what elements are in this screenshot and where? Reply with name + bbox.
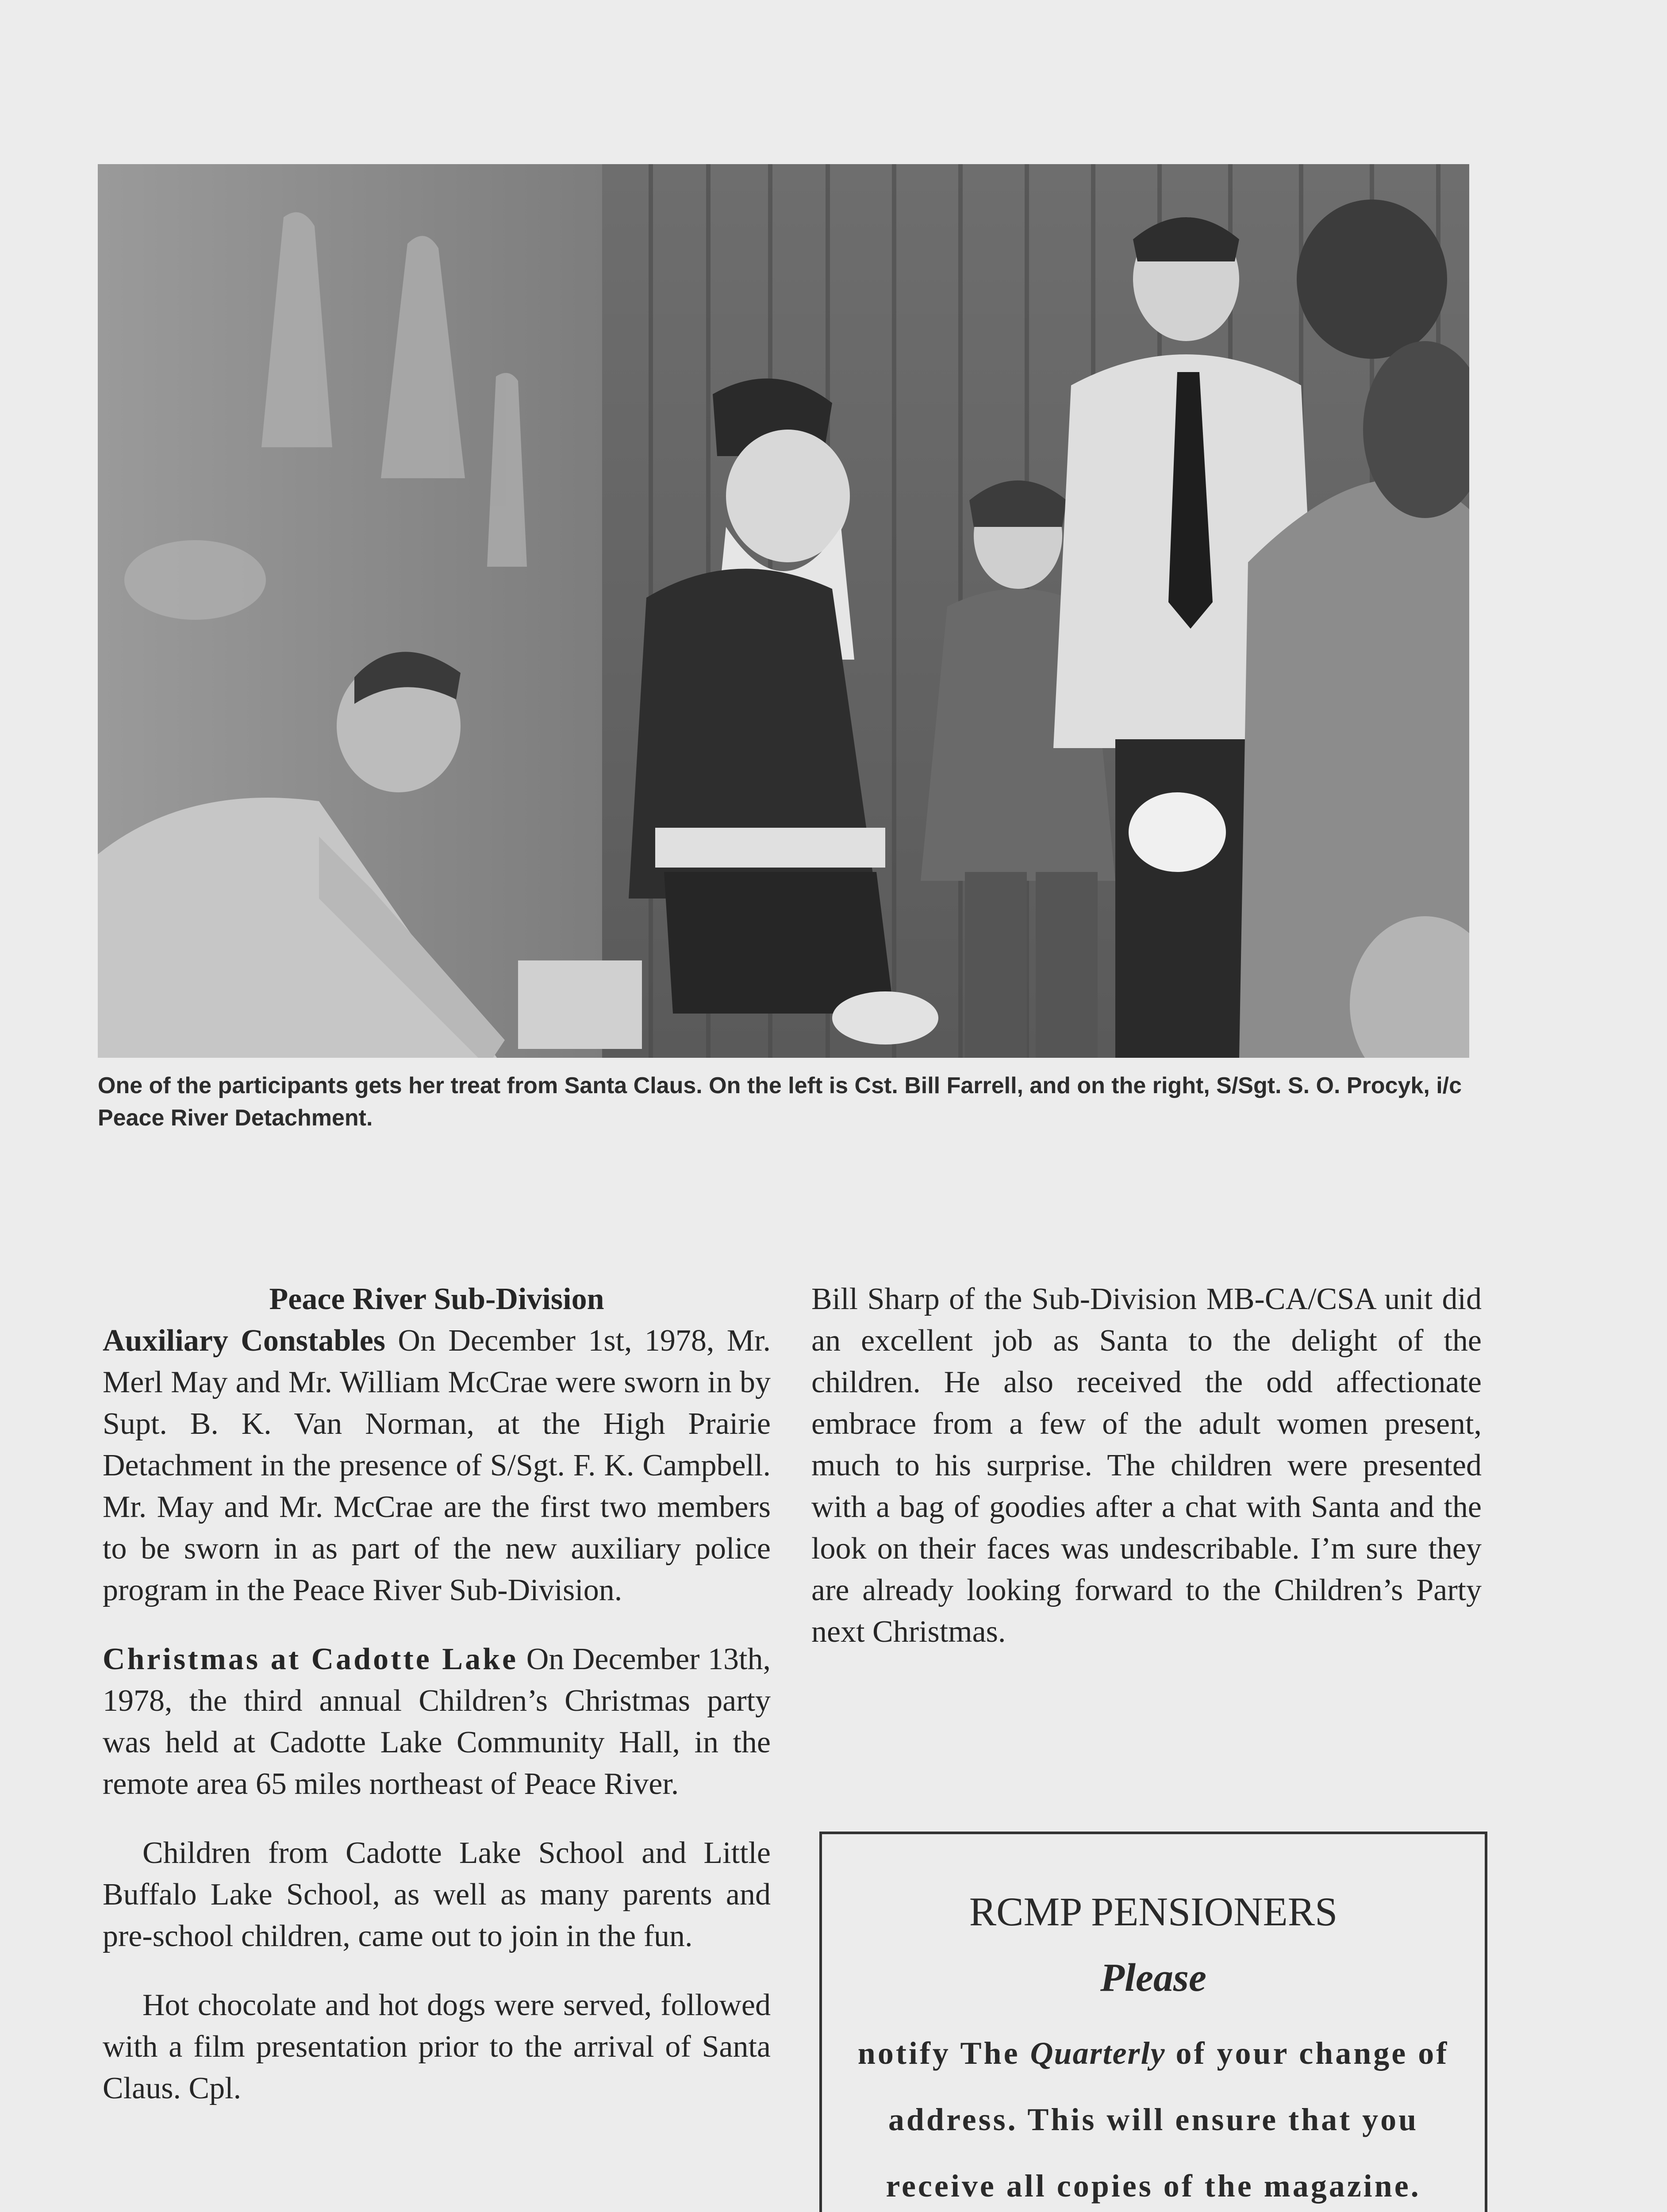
section-title: Peace River Sub-Division [269, 1282, 604, 1316]
left-column [103, 1279, 771, 2137]
paragraph-text: On December 13th, 1978, the third annual Children’s Christmas party was held at Cadotte Lake Community Hall, in the remote area 65 miles northeast of Peace River. [103, 1642, 771, 1801]
paragraph-children: Children from Cadotte Lake School and Little Buffalo Lake School, as well as many parents and pre-school children, came out to join in the fun. [103, 1836, 771, 1953]
paragraph-hot-chocolate: Hot chocolate and hot dogs were served, followed with a film presentation prior to the arrival of Santa Claus. Cpl. [103, 1988, 771, 2105]
santa-photo [98, 164, 1469, 1058]
notice-body [849, 2020, 1458, 2212]
pensioners-notice [819, 1832, 1487, 2212]
photo-illustration [98, 164, 1469, 1058]
notice-text: of your change of address. This will ensure that you receive all copies of the magazine. [886, 2035, 1449, 2204]
paragraph-text: On December 1st, 1978, Mr. Merl May and Mr. William McCrae were sworn in by Supt. B. K. Van Norman, at the High Prairie Detachment in the presence of S/Sgt. F. K. Campbell. Mr. May and Mr. McCrae are the first two members to be sworn in as part of the new auxiliary police program in the Peace River Sub-Division. [103, 1324, 771, 1607]
paragraph-christmas-cadotte [103, 1639, 771, 1805]
notice-text: notify The [857, 2035, 1030, 2071]
paragraph-santa-continued: Bill Sharp of the Sub-Division MB-CA/CSA unit did an excellent job as Santa to the delight of the children. He also received the odd affectionate embrace from a few of the adult women present, much to his surprise. The children were presented with a bag of goodies after a chat with Santa and the look on their faces was undescribable. I’m sure they are already looking forward to the Children’s Party next Christmas. [811, 1282, 1482, 1649]
right-column [811, 1279, 1482, 1680]
notice-please: Please [1100, 1956, 1206, 2000]
run-in-heading: Auxiliary Constables [103, 1324, 386, 1358]
paragraph-auxiliary-constables [103, 1320, 771, 1611]
photo-caption: One of the participants gets her treat from Santa Claus. On the left is Cst. Bill Farrell, and on the right, S/Sgt. S. O. Procyk, i/c Peace River Detachment. [98, 1073, 1462, 1131]
notice-title: RCMP PENSIONERS [969, 1889, 1338, 1934]
notice-magazine-name: Quarterly [1030, 2035, 1166, 2071]
run-in-heading: Christmas at Cadotte Lake [103, 1642, 519, 1676]
